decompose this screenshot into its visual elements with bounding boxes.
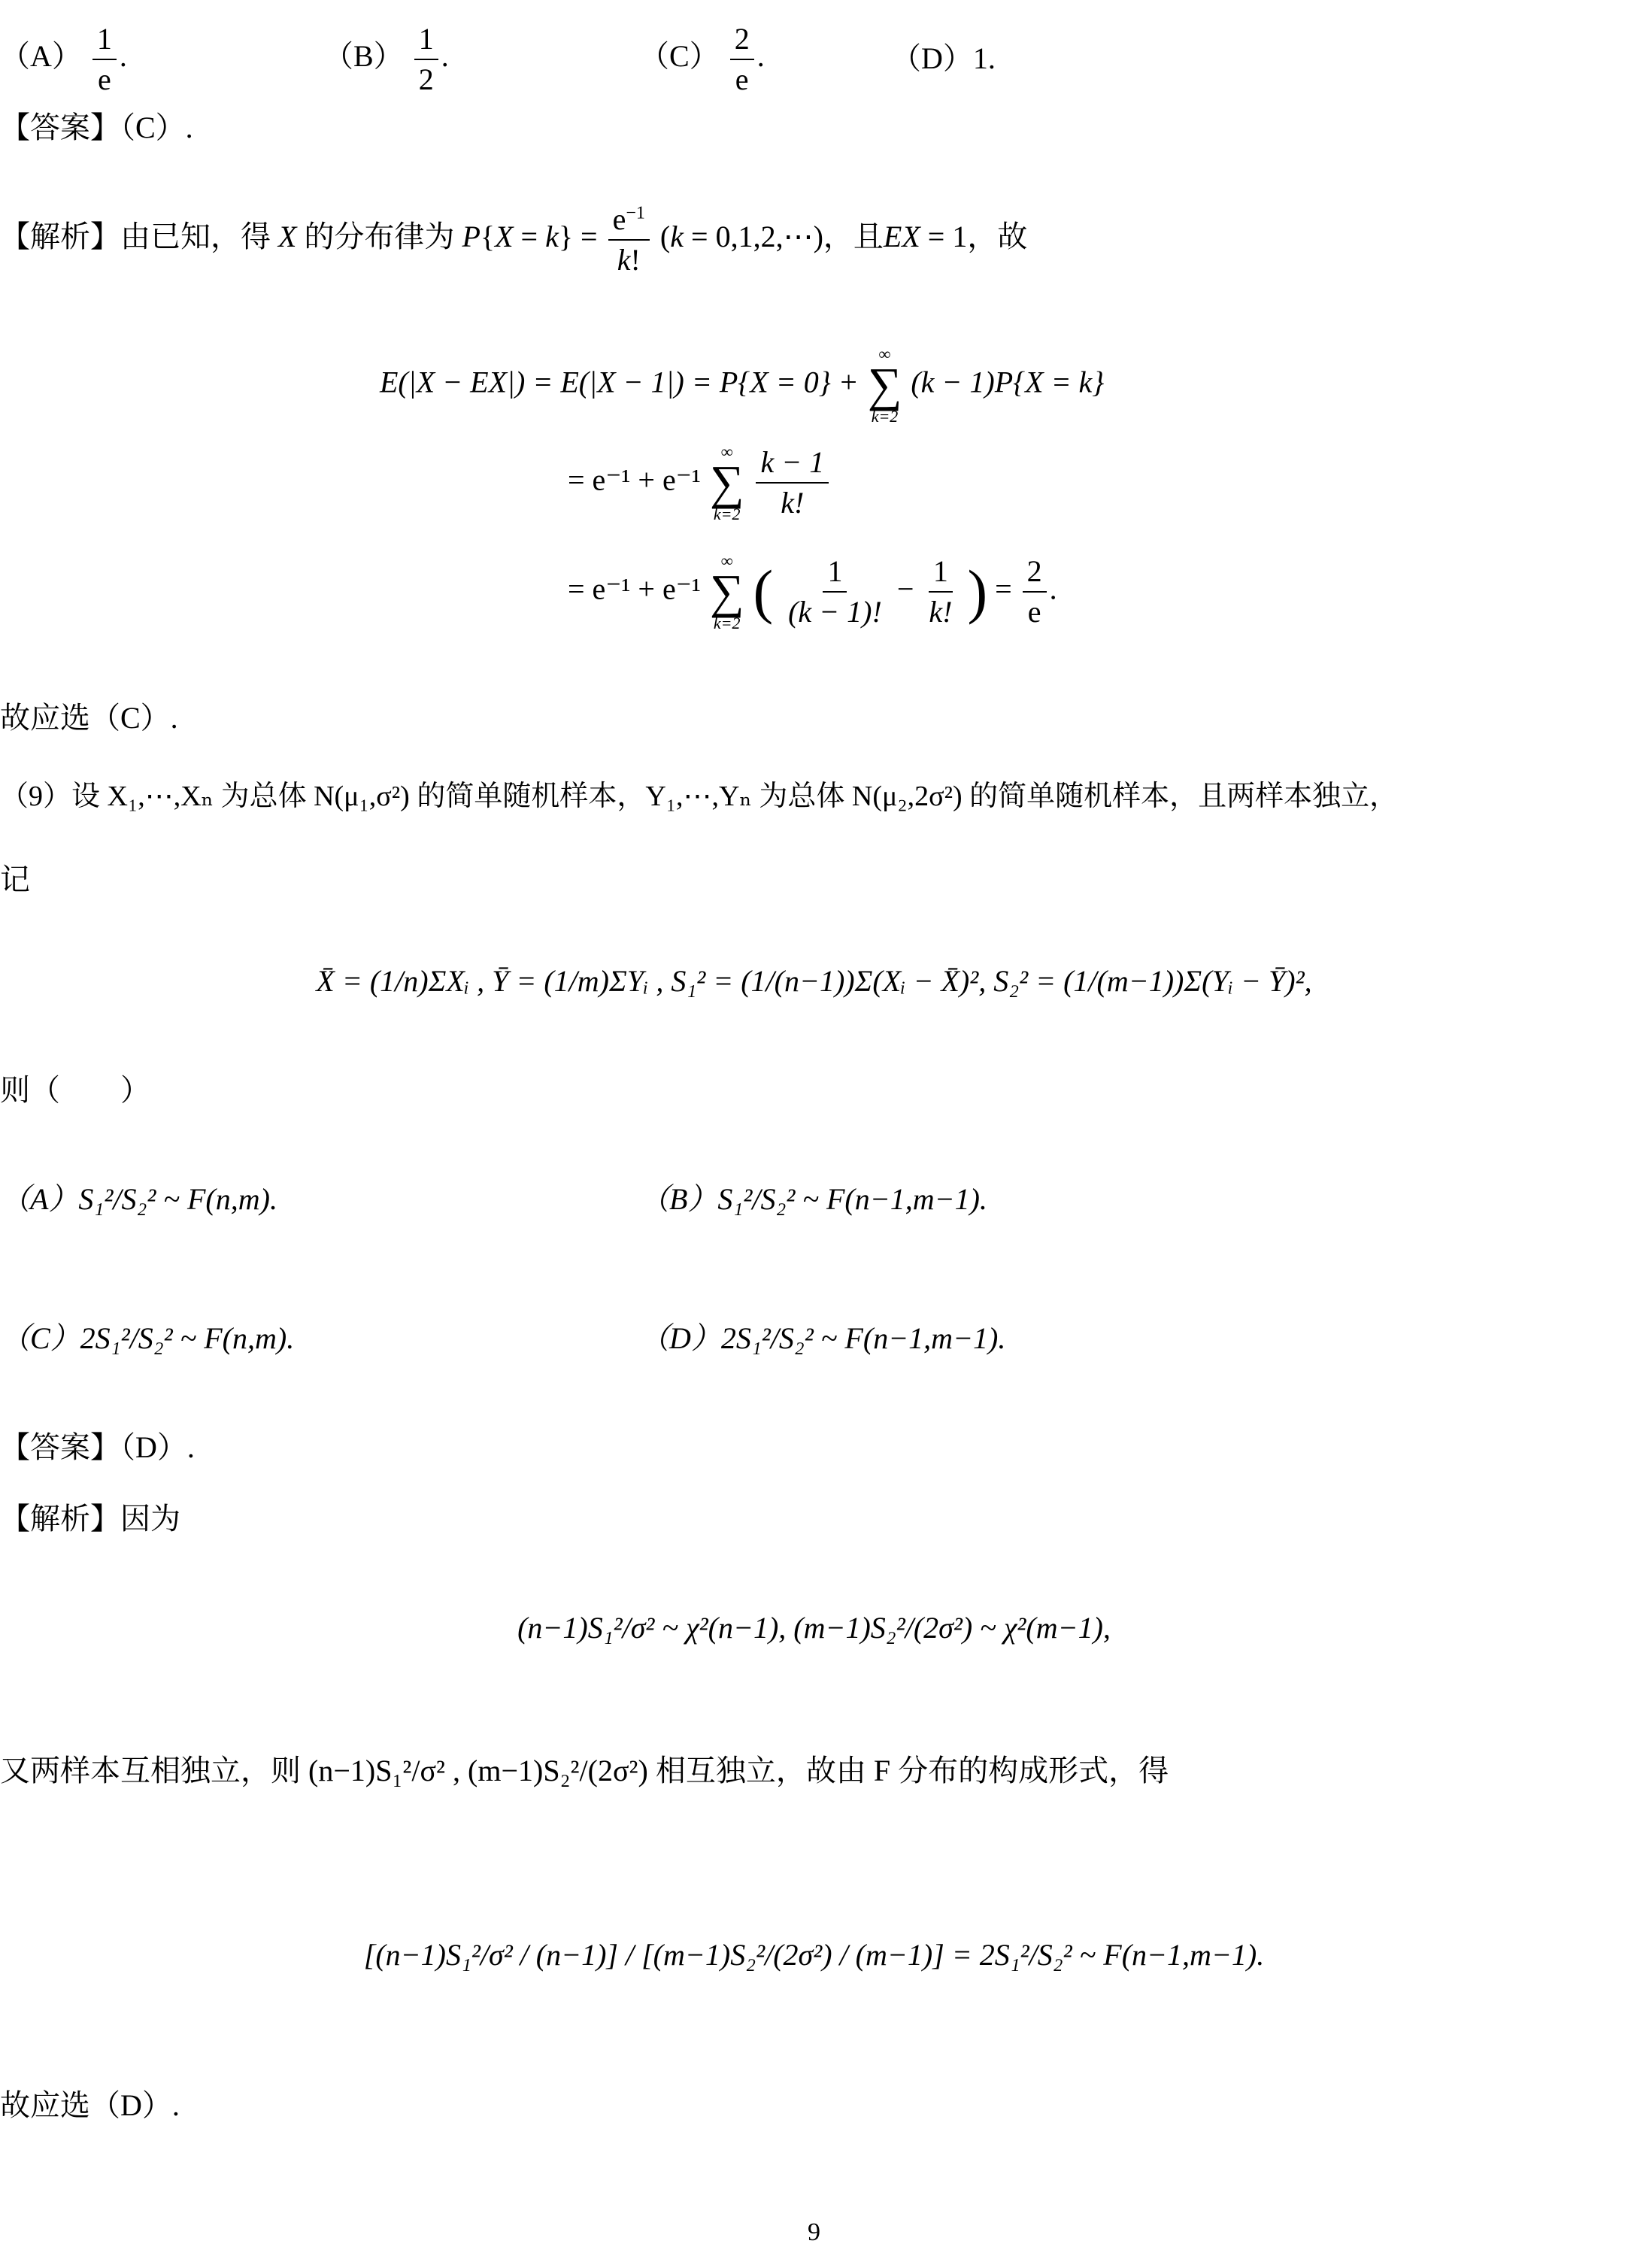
equation-line-2: = e⁻¹ + e⁻¹ ∞ ∑ k=2 $\frac{k - 1}{k!}$: [568, 444, 832, 523]
q9-option-a: （A）S₁²/S₂² ~ F(n,m).: [0, 1182, 277, 1216]
q9-stem: （9）设 X₁,⋯,Xₙ 为总体 N(μ₁,σ²) 的简单随机样本，Y₁,⋯,Yₙ 为总体 N(μ₂,2σ²) 的简单随机样本，且两样本独立，: [0, 781, 1399, 812]
q9-stem-cont: 记: [0, 863, 30, 896]
q9-option-d: （D）2S₁²/S₂² ~ F(n−1,m−1).: [639, 1321, 1006, 1355]
conclusion-q9: 故应选（D）.: [0, 2088, 180, 2122]
answer-q8: 【答案】（C）.: [0, 111, 193, 144]
option-b: （B） $\frac{1}{2}$ .: [323, 22, 449, 96]
page-number: 9: [808, 2218, 820, 2246]
option-d: （D）1.: [891, 41, 996, 75]
q9-option-b: （B）S₁²/S₂² ~ F(n−1,m−1).: [639, 1182, 987, 1216]
chi-square-equation: (n−1)S₁²/σ² ~ χ²(n−1), (m−1)S₂²/(2σ²) ~ χ²(m−1),: [517, 1611, 1111, 1645]
q9-option-c: （C）2S₁²/S₂² ~ F(n,m).: [0, 1321, 295, 1355]
then-blank: 则（ ）: [0, 1073, 150, 1107]
option-a: （A） $\frac{1}{e}$ .: [0, 22, 127, 96]
independence-statement: 又两样本互相独立，则 (n−1)S₁²/σ² , (m−1)S₂²/(2σ²) 相互独立，故由 F 分布的构成形式，得: [0, 1754, 1169, 1787]
answer-q9: 【答案】（D）.: [0, 1430, 195, 1464]
analysis-q9: 【解析】因为: [0, 1502, 180, 1536]
f-distribution-equation: [(n−1)S₁²/σ² / (n−1)] / [(m−1)S₂²/(2σ²) / (m−1)] = 2S₁²/S₂² ~ F(n−1,m−1).: [363, 1938, 1265, 1972]
analysis-q8: 【解析】由已知，得 X 的分布律为 P{X = k} = $\frac{e^{-1}}{k!}$ (k = 0,1,2,⋯)，且EX = 1，故: [0, 202, 1028, 277]
equation-line-3: = e⁻¹ + e⁻¹ ∞ ∑ k=2 ( $\frac{1}{(k - 1)!}$ − $\frac{1}{k!}$ ) = $\frac{2}{e}$ .: [568, 551, 1057, 632]
equation-line-1: E(|X − EX|) = E(|X − 1|) = P{X = 0} + ∞ ∑ k=2 (k − 1)P{X = k}: [380, 344, 1105, 426]
definitions-equation: X̄ = (1/n)ΣXᵢ , Ȳ = (1/m)ΣYᵢ , S₁² = (1/(n−1))Σ(Xᵢ − X̄)², S₂² = (1/(m−1))Σ(Yᵢ − Ȳ)²,: [316, 964, 1312, 998]
option-c: （C） $\frac{2}{e}$ .: [639, 22, 765, 96]
conclusion-q8: 故应选（C）.: [0, 701, 178, 735]
